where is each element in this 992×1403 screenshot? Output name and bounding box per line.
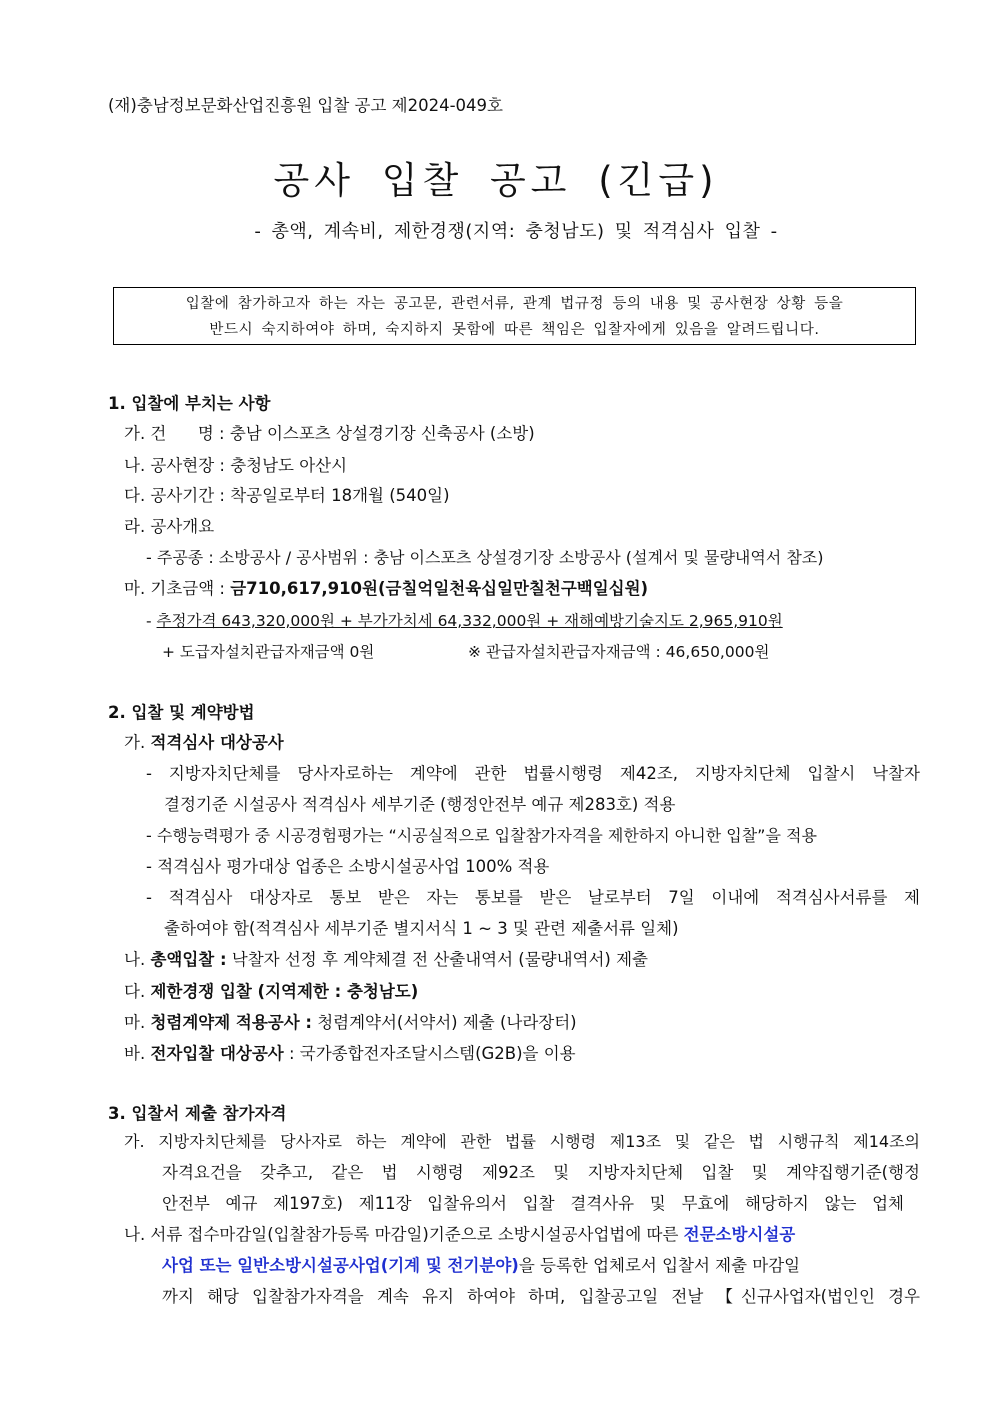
notice-box [113, 287, 916, 345]
section-1-period: 다. 공사기간 : 착공일로부터 18개월 (540일) [124, 486, 450, 505]
section-2-a3: - 적격심사 평가대상 업종은 소방시설공사업 100% 적용 [146, 857, 550, 876]
section-2-a4-line-1-text: - 적격심사 대상자로 통보 받은 자는 통보를 받은 날로부터 7일 이내에 적격심사서류를 제 [146, 888, 920, 907]
b-line-2-highlight: 사업 또는 일반소방시설공사업(기계 및 전기분야) [162, 1256, 519, 1275]
section-3-title: 3. 입찰서 제출 참가자격 [108, 1104, 287, 1123]
page-title: 공사 입찰 공고 (긴급) [273, 159, 719, 202]
section-3-b-line-3-text: 까지 해당 입찰참가자격을 계속 유지 하여야 하며, 입찰공고일 전날 【신규사업자(법인인 경우 [162, 1287, 920, 1306]
section-1-base-amount [124, 578, 648, 600]
section-2-item-b [124, 949, 648, 971]
section-2-item-c [124, 981, 418, 1003]
item-c-title: 제한경쟁 입찰 (지역제한 : 충청남도) [150, 982, 419, 1001]
section-2-item-e [124, 1043, 576, 1065]
section-1-estimate [146, 610, 783, 632]
b-line-1-highlight: 전문소방시설공 [683, 1225, 796, 1244]
notice-number: (재)충남정보문화산업진흥원 입찰 공고 제2024-049호 [108, 96, 503, 115]
section-3-a-line-2-text: 자격요건을 갖추고, 같은 법 시행령 제92조 및 지방자치단체 입찰 및 계약집행기준(행정 [162, 1163, 920, 1182]
estimate-detail: 추정가격 643,320,000원 + 부가가치세 64,332,000원 + 재해예방기술지도 2,965,910원 [156, 612, 783, 630]
item-d-text: 청렴계약서(서약서) 제출 (나라장터) [311, 1013, 577, 1032]
b-line-1-text: 나. 서류 접수마감일(입찰참가등록 마감일)기준으로 소방시설공사업법에 따른 [124, 1225, 684, 1244]
item-a-label: 가. [124, 733, 151, 752]
section-3-b-line-1 [124, 1224, 920, 1246]
item-a-title: 적격심사 대상공사 [150, 733, 284, 752]
section-2-a4-line-2: 출하여야 함(적격심사 세부기준 별지서식 1 ~ 3 및 관련 제출서류 일체) [164, 919, 679, 938]
base-amount-value: 금710,617,910원(금칠억일천육십일만칠천구백일십원) [230, 579, 649, 598]
section-2-a1-line-2: 결정기준 시설공사 적격심사 세부기준 (행정안전부 예규 제283호) 적용 [164, 795, 676, 814]
section-2-a1-line-1 [146, 763, 920, 785]
item-e-title: 전자입찰 대상공사 [150, 1044, 284, 1063]
item-d-title: 청렴계약제 적용공사 : [150, 1013, 312, 1032]
section-2-title: 2. 입찰 및 계약방법 [108, 703, 255, 722]
section-1-overview-label: 라. 공사개요 [124, 517, 215, 536]
section-3-a-line-2 [162, 1162, 920, 1184]
section-1-project-name: 가. 건 명 : 충남 이스포츠 상설경기장 신축공사 (소방) [124, 424, 535, 443]
notice-box-line-1: 입찰에 참가하고자 하는 자는 공고문, 관련서류, 관계 법규정 등의 내용 및 공사현장 상황 등을 [185, 296, 844, 312]
base-amount-label: 마. 기초금액 : [124, 579, 231, 598]
section-3-a-line-3 [162, 1193, 904, 1215]
section-2-a1-line-1-text: - 지방자치단체를 당사자로하는 계약에 관한 법률시행령 제42조, 지방자치단체 입찰시 낙찰자 [146, 764, 920, 783]
section-1-overview-detail: - 주공종 : 소방공사 / 공사범위 : 충남 이스포츠 상설경기장 소방공사 (설계서 및 물량내역서 참조) [146, 548, 824, 567]
item-b-text: 낙찰자 선정 후 계약체결 전 산출내역서 (물량내역서) 제출 [226, 950, 648, 969]
section-3-b-line-3 [162, 1286, 920, 1308]
section-3-a-line-3-text: 안전부 예규 제197호) 제11장 입찰유의서 입찰 결격사유 및 무효에 해당하지 않는 업체 [162, 1194, 904, 1213]
section-1-subcontract-amount: + 도급자설치관급자재금액 0원 [162, 643, 375, 661]
section-3-a-line-1 [124, 1131, 920, 1153]
section-2-a4-line-1 [146, 887, 920, 909]
item-e-label: 바. [124, 1044, 151, 1063]
section-1-government-material: ※ 관급자설치관급자재금액 : 46,650,000원 [468, 643, 770, 661]
section-2-a2: - 수행능력평가 중 시공경험평가는 “시공실적으로 입찰참가자격을 제한하지 아니한 입찰”을 적용 [146, 826, 817, 845]
section-1-site: 나. 공사현장 : 충청남도 아산시 [124, 456, 348, 475]
item-b-title: 총액입찰 : [150, 950, 227, 969]
section-2-item-d [124, 1012, 577, 1034]
b-line-2-text: 을 등록한 업체로서 입찰서 제출 마감일 [518, 1256, 801, 1275]
item-b-label: 나. [124, 950, 151, 969]
section-2-item-a [124, 732, 284, 754]
item-c-label: 다. [124, 982, 151, 1001]
item-d-label: 마. [124, 1013, 151, 1032]
section-3-b-line-2 [162, 1255, 800, 1277]
page-subtitle: - 총액, 계속비, 제한경쟁(지역: 충청남도) 및 적격심사 입찰 - [254, 221, 778, 242]
section-1-title: 1. 입찰에 부치는 사항 [108, 394, 271, 413]
notice-box-line-2: 반드시 숙지하여야 하며, 숙지하지 못함에 따른 책임은 입찰자에게 있음을 알려드립니다. [209, 322, 820, 338]
item-e-text: : 국가종합전자조달시스템(G2B)을 이용 [283, 1044, 576, 1063]
estimate-dash: - [146, 612, 157, 630]
section-3-a-line-1-text: 가. 지방자치단체를 당사자로 하는 계약에 관한 법률 시행령 제13조 및 같은 법 시행규칙 제14조의 [124, 1132, 920, 1151]
